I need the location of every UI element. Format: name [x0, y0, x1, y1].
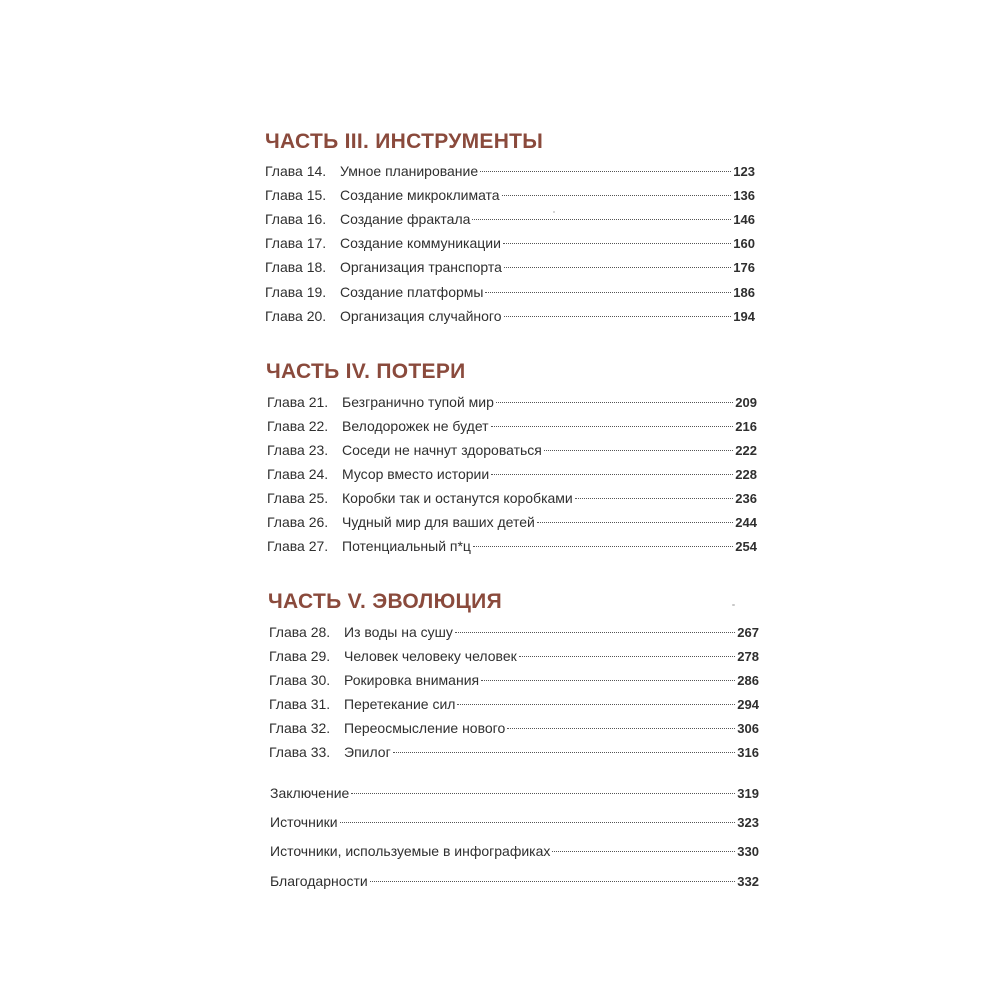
toc-entry[interactable] [267, 487, 757, 509]
dot-leader [473, 546, 733, 547]
chapter-title: Эпилог [344, 744, 391, 760]
toc-entry[interactable] [267, 511, 757, 533]
chapter-label: Глава 24. [267, 466, 329, 482]
chapter-label: Глава 20. [265, 308, 327, 324]
page-number: 236 [735, 491, 757, 506]
chapter-title: Потенциальный п*ц [342, 538, 471, 554]
chapter-title: Велодорожек не будет [342, 418, 489, 434]
toc-entry[interactable] [269, 645, 759, 667]
chapter-label: Глава 25. [267, 490, 329, 506]
page-number: 216 [735, 419, 757, 434]
toc-entry-back-matter[interactable] [270, 811, 759, 833]
toc-entry-back-matter[interactable] [270, 870, 759, 892]
chapter-label: Глава 19. [265, 284, 327, 300]
chapter-title: Рокировка внимания [344, 672, 480, 688]
page-number: 319 [737, 786, 759, 801]
chapter-title: Соседи не начнут здороваться [342, 442, 542, 458]
chapter-title: Человек человеку человек [344, 648, 517, 664]
page-number: 294 [737, 697, 759, 712]
page-number: 160 [733, 236, 755, 251]
chapter-label: Глава 14. [265, 163, 327, 179]
chapter-title: Создание платформы [340, 284, 484, 300]
toc-entry[interactable] [269, 669, 759, 691]
toc-entry[interactable] [269, 741, 759, 763]
chapter-title: Создание микроклимата [340, 187, 500, 203]
page-number: 123 [733, 164, 755, 179]
chapter-title: Переосмысление нового [344, 720, 506, 736]
chapter-label: Глава 21. [267, 394, 329, 410]
dot-leader [537, 522, 733, 523]
chapter-title: Чудный мир для ваших детей [342, 514, 535, 530]
chapter-label: Глава 15. [265, 187, 327, 203]
toc-entry[interactable] [265, 160, 755, 182]
dot-leader [340, 822, 736, 823]
chapter-label: Глава 30. [269, 672, 331, 688]
entry-title: Заключение [270, 785, 350, 801]
dot-leader [575, 498, 734, 499]
dot-leader [485, 292, 731, 293]
dot-leader [519, 656, 736, 657]
chapter-label: Глава 22. [267, 418, 329, 434]
chapter-label: Глава 28. [269, 624, 331, 640]
toc-entry-back-matter[interactable] [270, 782, 759, 804]
chapter-label: Глава 18. [265, 259, 327, 275]
dot-leader [472, 219, 731, 220]
scan-speck [553, 211, 555, 213]
chapter-label: Глава 26. [267, 514, 329, 530]
toc-entry[interactable] [265, 232, 755, 254]
toc-entry[interactable] [269, 693, 759, 715]
page-number: 316 [737, 745, 759, 760]
page-number: 136 [733, 188, 755, 203]
dot-leader [455, 632, 735, 633]
chapter-label: Глава 33. [269, 744, 331, 760]
dot-leader [507, 728, 735, 729]
chapter-title: Из воды на сушу [344, 624, 453, 640]
page-number: 330 [737, 844, 759, 859]
page-number: 186 [733, 285, 755, 300]
toc-entry[interactable] [267, 463, 757, 485]
dot-leader [481, 680, 735, 681]
dot-leader [552, 851, 735, 852]
page-number: 267 [737, 625, 759, 640]
dot-leader [370, 881, 736, 882]
toc-entry[interactable] [269, 717, 759, 739]
toc-entry[interactable] [265, 256, 755, 278]
chapter-title: Организация случайного [340, 308, 502, 324]
dot-leader [491, 474, 733, 475]
page-number: 146 [733, 212, 755, 227]
toc-entry[interactable] [267, 535, 757, 557]
chapter-label: Глава 32. [269, 720, 331, 736]
dot-leader [351, 793, 735, 794]
dot-leader [491, 426, 734, 427]
page-number: 176 [733, 260, 755, 275]
chapter-label: Глава 29. [269, 648, 331, 664]
toc-entry[interactable] [267, 415, 757, 437]
chapter-label: Глава 17. [265, 235, 327, 251]
entry-title: Источники [270, 814, 338, 830]
page-number: 323 [737, 815, 759, 830]
dot-leader [502, 195, 732, 196]
chapter-title: Безгранично тупой мир [342, 394, 494, 410]
chapter-label: Глава 16. [265, 211, 327, 227]
page-number: 278 [737, 649, 759, 664]
dot-leader [544, 450, 733, 451]
dot-leader [504, 267, 731, 268]
dot-leader [480, 171, 731, 172]
page-number: 306 [737, 721, 759, 736]
chapter-label: Глава 31. [269, 696, 331, 712]
toc-entry-back-matter[interactable] [270, 840, 759, 862]
page-number: 286 [737, 673, 759, 688]
entry-title: Источники, используемые в инфографиках [270, 843, 551, 859]
part-heading: ЧАСТЬ IV. ПОТЕРИ [266, 360, 466, 383]
chapter-title: Коробки так и останутся коробками [342, 490, 573, 506]
entry-title: Благодарности [270, 873, 368, 889]
dot-leader [393, 752, 736, 753]
dot-leader [457, 704, 735, 705]
toc-entry[interactable] [265, 305, 755, 327]
page-number: 209 [735, 395, 757, 410]
part-heading: ЧАСТЬ III. ИНСТРУМЕНТЫ [265, 130, 544, 153]
toc-entry[interactable] [267, 391, 757, 413]
dot-leader [496, 402, 733, 403]
toc-entry[interactable] [269, 621, 759, 643]
page-number: 254 [735, 539, 757, 554]
toc-entry[interactable] [265, 184, 755, 206]
part-heading: ЧАСТЬ V. ЭВОЛЮЦИЯ [268, 590, 502, 613]
chapter-title: Мусор вместо истории [342, 466, 490, 482]
toc-entry[interactable] [265, 281, 755, 303]
chapter-title: Создание фрактала [340, 211, 471, 227]
chapter-title: Умное планирование [340, 163, 479, 179]
page-number: 244 [735, 515, 757, 530]
chapter-title: Создание коммуникации [340, 235, 501, 251]
page-number: 332 [737, 874, 759, 889]
chapter-title: Организация транспорта [340, 259, 502, 275]
chapter-label: Глава 23. [267, 442, 329, 458]
page-number: 194 [733, 309, 755, 324]
scan-speck [732, 604, 735, 606]
page-number: 222 [735, 443, 757, 458]
dot-leader [503, 243, 731, 244]
dot-leader [504, 316, 732, 317]
chapter-title: Перетекание сил [344, 696, 456, 712]
page-number: 228 [735, 467, 757, 482]
toc-entry[interactable] [267, 439, 757, 461]
chapter-label: Глава 27. [267, 538, 329, 554]
toc-entry[interactable] [265, 208, 755, 230]
